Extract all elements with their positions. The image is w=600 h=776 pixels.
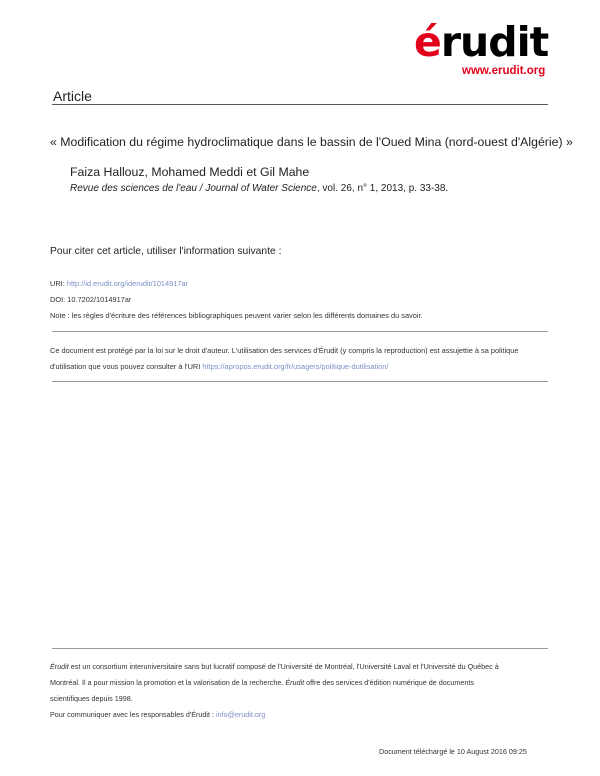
article-label: Article <box>53 88 92 104</box>
footer-line-1-text: est un consortium interuniversitaire sans but lucratif composé de l'Université de Montréal, l'Université Laval et l'Université du Québec à <box>68 662 499 671</box>
footer-line-2 <box>50 678 474 687</box>
footer-contact <box>50 710 265 719</box>
citation-intro: Pour citer cet article, utiliser l'information suivante : <box>50 246 282 257</box>
citation-note: Note : les règles d'écriture des références bibliographiques peuvent varier selon les différents domaines du savoir. <box>50 311 423 320</box>
policy-link[interactable]: https://apropos.erudit.org/fr/usagers/politique-dutilisation/ <box>202 362 389 371</box>
download-timestamp: Document téléchargé le 10 August 2016 09:25 <box>379 747 527 756</box>
journal-details: , vol. 26, n° 1, 2013, p. 33-38. <box>316 183 449 194</box>
copyright-line-1: Ce document est protégé par la loi sur le droit d'auteur. L'utilisation des services d'Érudit (y compris la reproduction) est assujettie à sa politique <box>50 346 519 355</box>
footer-divider <box>52 648 548 649</box>
footer-brand-1: Érudit <box>50 662 69 671</box>
footer-line-2-tail: offre des services d'édition numérique de documents <box>304 678 474 687</box>
doi-line <box>50 295 131 304</box>
logo-url[interactable]: www.erudit.org <box>462 65 546 77</box>
doi-value: 10.7202/1014917ar <box>67 295 132 304</box>
section-divider <box>52 331 548 332</box>
header-divider <box>52 104 548 105</box>
logo-word-rest: rudit <box>440 18 549 66</box>
article-citation <box>70 183 448 194</box>
article-title: « Modification du régime hydroclimatique dans le bassin de l'Oued Mina (nord-ouest d'Algérie) » <box>50 135 573 149</box>
footer-contact-text: Pour communiquer avec les responsables d'Érudit : <box>50 710 216 719</box>
logo-accent-letter: é <box>414 18 441 66</box>
erudit-logo <box>414 20 548 64</box>
doi-label: DOI: <box>50 295 68 304</box>
copyright-line-2-prefix: d'utilisation que vous pouvez consulter à l'URI <box>50 362 203 371</box>
journal-name: Revue des sciences de l'eau / Journal of Water Science <box>70 183 317 194</box>
footer-line-1 <box>50 662 499 671</box>
copyright-divider <box>52 381 548 382</box>
footer-line-3: scientifiques depuis 1998. <box>50 694 133 703</box>
footer-line-2-text: Montréal. Il a pour mission la promotion et la valorisation de la recherche. <box>50 678 286 687</box>
uri-link[interactable]: http://id.erudit.org/iderudit/1014917ar <box>66 279 189 288</box>
contact-email-link[interactable]: info@erudit.org <box>215 710 266 719</box>
copyright-line-2 <box>50 362 388 371</box>
uri-line <box>50 279 188 288</box>
article-authors: Faiza Hallouz, Mohamed Meddi et Gil Mahe <box>70 165 310 179</box>
footer-brand-2: Érudit <box>285 678 305 687</box>
uri-label: URI: <box>50 279 67 288</box>
